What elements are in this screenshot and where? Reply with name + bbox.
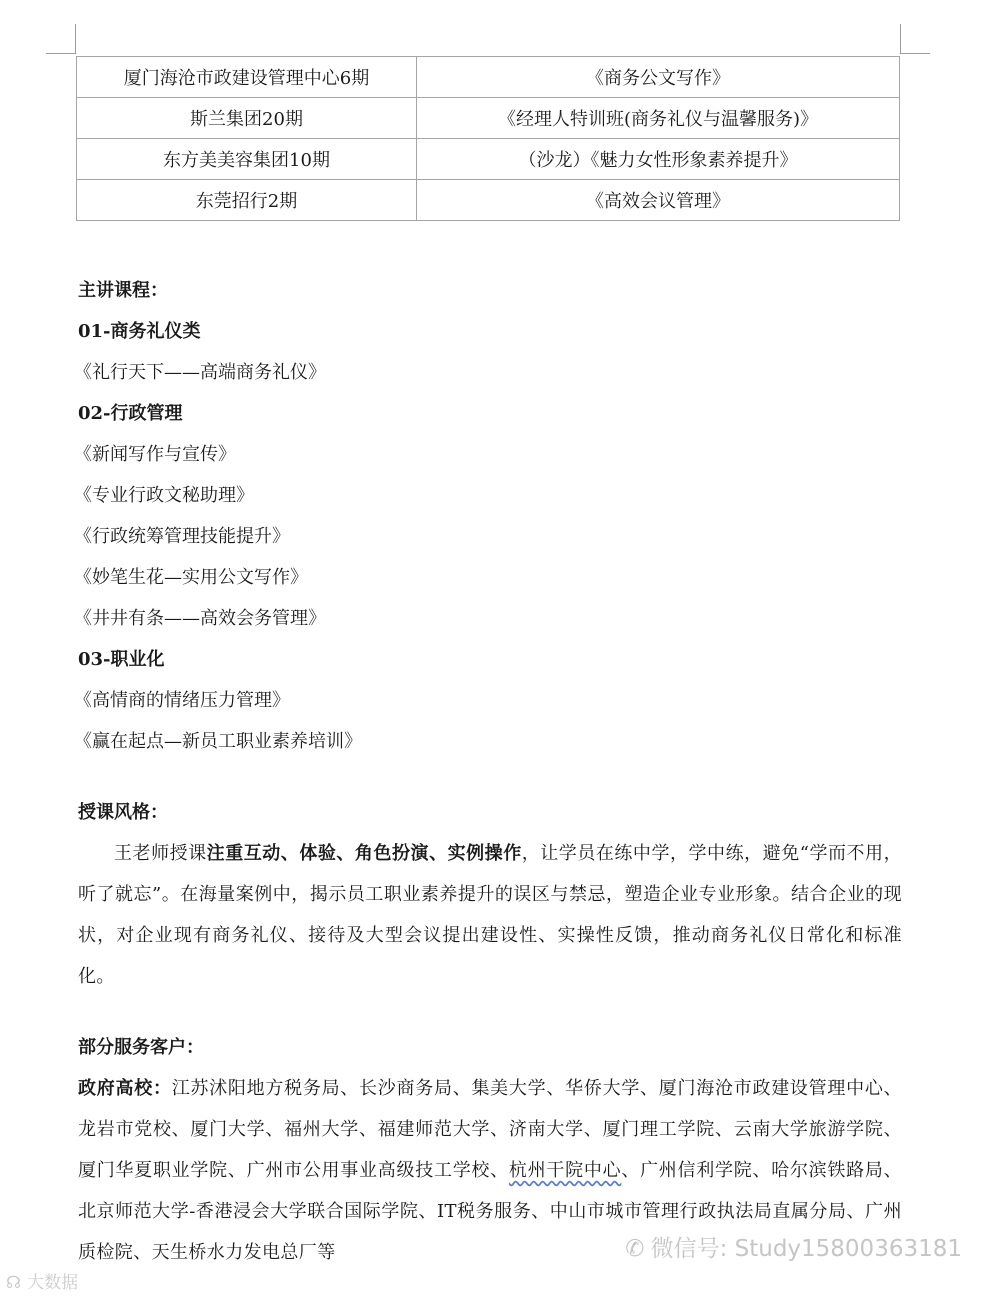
wechat-watermark xyxy=(625,1230,962,1263)
source-watermark-text: 大数据 xyxy=(27,1273,79,1293)
clients-heading: 部分服务客户： xyxy=(78,1037,204,1058)
crop-mark-top-left-vertical xyxy=(75,24,76,54)
table-cell-course: 《商务公文写作》 xyxy=(417,57,900,98)
wechat-watermark-text: 微信号: Study15800363181 xyxy=(650,1236,962,1262)
style-text-bold: 注重互动、体验、角色扮演、实例操作 xyxy=(206,843,522,864)
course-item: 《井井有条——高效会务管理》 xyxy=(74,608,326,629)
clients-text-spellcheck: 杭州干院中心 xyxy=(508,1160,622,1181)
table-cell-client: 斯兰集团20期 xyxy=(77,98,417,139)
course-item: 《赢在起点—新员工职业素养培训》 xyxy=(74,731,362,752)
course-category-title: 03-职业化 xyxy=(78,649,165,670)
section-gap xyxy=(78,762,902,792)
course-category-title: 01-商务礼仪类 xyxy=(78,321,201,342)
table-cell-client: 厦门海沧市政建设管理中心6期 xyxy=(77,57,417,98)
wechat-icon: ✆ xyxy=(625,1236,645,1262)
course-item: 《新闻写作与宣传》 xyxy=(74,444,236,465)
teaching-style-heading: 授课风格： xyxy=(78,802,168,823)
document-body xyxy=(74,270,903,1273)
table-cell-course: 《经理人特训班(商务礼仪与温馨服务)》 xyxy=(417,98,900,139)
table-row xyxy=(77,98,900,139)
course-item: 《专业行政文秘助理》 xyxy=(74,485,254,506)
crop-mark-top-right-horizontal xyxy=(900,53,930,54)
source-watermark xyxy=(6,1268,78,1293)
crop-mark-top-left-horizontal xyxy=(46,53,76,54)
teaching-style-paragraph xyxy=(78,833,902,997)
style-text-after: ，让学员在练中学，学中练，避免“学而不用，听了就忘”。在海量案例中，揭示员工职业素养提升的误区与禁忌，塑造企业专业形象。结合企业的现状，对企业现有商务礼仪、接待及大型会议提出建设性、实操性反馈，推动商务礼仪日常化和标准化。 xyxy=(78,843,902,987)
weibo-icon: ☊ xyxy=(6,1273,22,1293)
table-row xyxy=(77,180,900,221)
table-row xyxy=(77,139,900,180)
training-history-table xyxy=(76,56,900,221)
crop-mark-top-right-vertical xyxy=(900,24,901,54)
course-item: 《妙笔生花—实用公文写作》 xyxy=(74,567,308,588)
table-cell-client: 东莞招行2期 xyxy=(77,180,417,221)
courses-heading: 主讲课程： xyxy=(78,280,168,301)
table-cell-course: （沙龙）《魅力女性形象素养提升》 xyxy=(417,139,900,180)
clients-label: 政府高校： xyxy=(78,1078,172,1099)
table-cell-course: 《高效会议管理》 xyxy=(417,180,900,221)
table-cell-client: 东方美美容集团10期 xyxy=(77,139,417,180)
course-category-title: 02-行政管理 xyxy=(78,403,183,424)
course-item: 《行政统筹管理技能提升》 xyxy=(74,526,290,547)
course-item: 《礼行天下——高端商务礼仪》 xyxy=(74,362,326,383)
table-row xyxy=(77,57,900,98)
clients-text-before: 江苏沭阳地方税务局、长沙商务局、集美大学、华侨大学、厦门海沧市政建设管理中心、龙岩市党校、厦门大学、福州大学、福建师范大学、济南大学、厦门理工学院、云南大学旅游学院、厦门华夏职业学院、广州市公用事业高级技工学校、 xyxy=(78,1078,903,1181)
course-item: 《高情商的情绪压力管理》 xyxy=(74,690,290,711)
clients-text-after: 、广州信利学院、哈尔滨铁路局、北京师范大学-香港浸会大学联合国际学院、IT税务服务、中山市城市管理行政执法局直属分局、广州质检院、天生桥水力发电总厂等 xyxy=(78,1160,903,1263)
style-text-before: 王老师授课 xyxy=(114,843,207,864)
section-gap xyxy=(78,997,902,1027)
